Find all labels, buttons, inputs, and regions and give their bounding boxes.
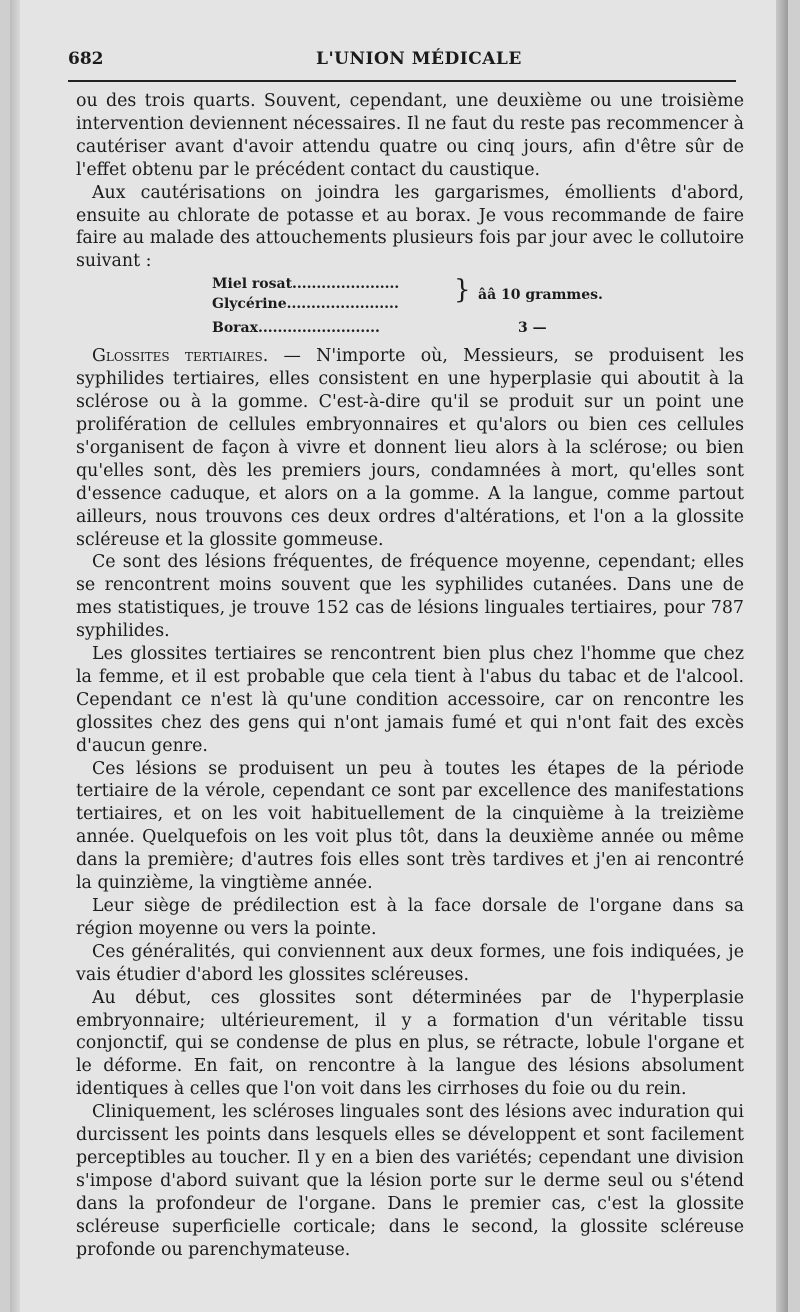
paragraph: Ce sont des lésions fréquentes, de fréquence moyenne, cependant; elles se rencontrent moins souvent que les syphilides cutanées. Dans une de mes statistiques, je trouve 152 cas de lésions linguales tertiaires, pour 787 syphilides. bbox=[76, 552, 744, 642]
paragraph: Leur siège de prédilection est à la face dorsale de l'organe dans sa région moyenne ou vers la pointe. bbox=[76, 896, 744, 939]
page-number: 682 bbox=[68, 49, 104, 69]
prescription-item: Glycérine....................... bbox=[212, 296, 399, 313]
body-text bbox=[76, 90, 744, 1262]
prescription-dose: 3 — bbox=[518, 320, 547, 337]
running-head: L'UNION MÉDICALE bbox=[316, 49, 522, 69]
page-edge-right bbox=[776, 0, 788, 1312]
paragraph: ou des trois quarts. Souvent, cependant, une deuxième ou une troisième intervention deviennent nécessaires. Il ne faut du reste pas recommencer à cautériser avant d'avoir attendu quatre ou cinq jours, afin d'être sûr de l'effet obtenu par le précédent contact du caustique. bbox=[76, 91, 745, 180]
paragraph: Au début, ces glossites sont déterminées par de l'hyperplasie embryonnaire; ultérieurement, il y a formation d'un véritable tissu conjonctif, qui se condense de plus en plus, se rétracte, lobule l'organe et le déforme. En fait, on rencontre à la langue des lésions absolument identiques à celles que l'on voit dans les cirrhoses du foie ou du rein. bbox=[76, 987, 744, 1100]
brace: } bbox=[454, 275, 471, 306]
prescription-dose: ââ 10 grammes. bbox=[478, 287, 603, 304]
header-rule bbox=[68, 80, 736, 82]
paragraph: Aux cautérisations on joindra les gargarismes, émollients d'abord, ensuite au chlorate de potasse et au borax. Je vous recommande de faire faire au malade des attouchements plusieurs fois par jour avec le collutoire suivant : bbox=[76, 182, 744, 272]
section-heading: Glossites tertiaires. bbox=[92, 346, 269, 367]
paragraph: Ces lésions se produisent un peu à toutes les étapes de la période tertiaire de la vérole, cependant ce sont par excellence des manifestations tertiaires, et on les voit habituellement de la cinquième à la treizième année. Quelquefois on les voit plus tôt, dans la deuxième année ou même dans la première; d'autres fois elles sont très tardives et j'en ai rencontré la quinzième, la vingtième année. bbox=[76, 758, 744, 894]
page-header bbox=[68, 45, 744, 73]
paragraph bbox=[76, 345, 744, 551]
paragraph: Ces généralités, qui conviennent aux deux formes, une fois indiquées, je vais étudier d'abord les glossites scléreuses. bbox=[76, 941, 744, 985]
prescription-item: Miel rosat...................... bbox=[212, 276, 400, 293]
paragraph: Les glossites tertiaires se rencontrent bien plus chez l'homme que chez la femme, et il est probable que cela tient à l'abus du tabac et de l'alcool. Cependant ce n'est là qu'une condition accessoire, car on rencontre les glossites chez des gens qui n'ont jamais fumé et qui n'ont fait des excès d'aucun genre. bbox=[76, 644, 744, 756]
paragraph-text: — N'importe où, Messieurs, se produisent les syphilides tertiaires, elles consistent en une hyperplasie qui aboutit à la sclérose ou à la gomme. C'est-à-dire qu'il se produit sur un point une prolifération de cellules embryonnaires et qu'alors ou bien ces cellules s'organisent de façon à vivre et donnent lieu alors à la sclérose; ou bien qu'elles sont, dès les premiers jours, condamnées à mort, qu'elles sont d'essence caduque, et alors on a la gomme. A la langue, comme partout ailleurs, nous trouvons ces deux ordres d'altérations, et l'on a la glossite scléreuse et la glossite gommeuse. bbox=[76, 346, 744, 550]
prescription bbox=[76, 273, 744, 345]
prescription-item: Borax......................... bbox=[212, 320, 380, 337]
paragraph: Cliniquement, les scléroses linguales sont des lésions avec induration qui durcissent les points dans lesquels elles se développent et sont facilement perceptibles au toucher. Il y en a bien des variétés; cependant une division s'impose d'abord suivant que la lésion porte sur le derme seul ou s'étend dans la profondeur de l'organe. Dans le premier cas, c'est la glossite scléreuse superficielle corticale; dans le second, la glossite scléreuse profonde ou parenchymateuse. bbox=[76, 1102, 744, 1260]
page-edge-left bbox=[10, 0, 20, 1312]
